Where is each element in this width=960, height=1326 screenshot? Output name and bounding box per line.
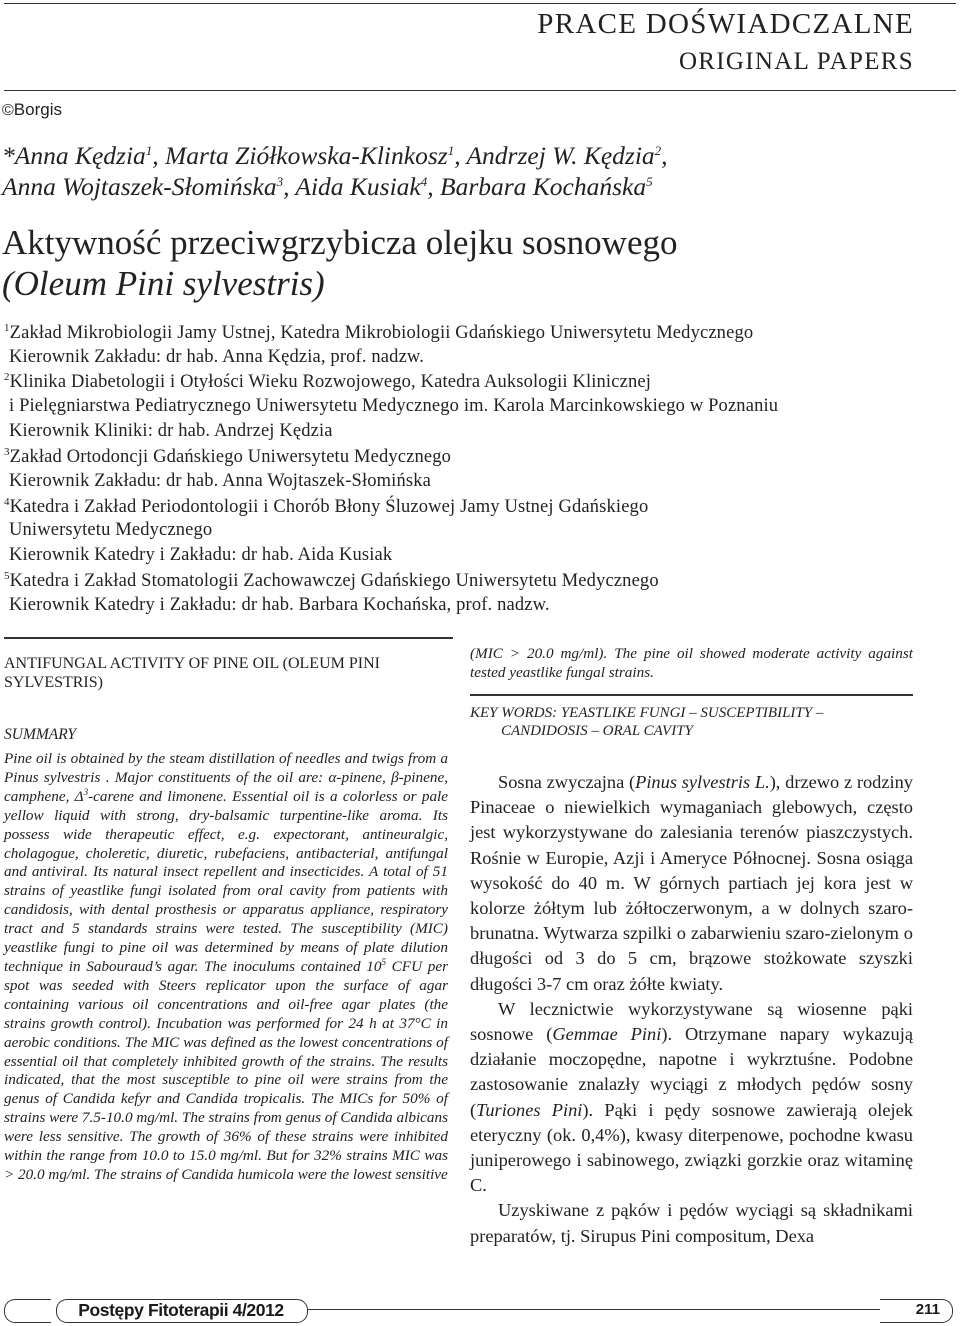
body-run: ), drzewo z rodziny Pinaceae o niewielkich wymaganiach glebowych, często jest wykorzystywane do zalesiania terenów piaszczystych. Rośnie w Europie, Azji i Ameryce Północnej. Sosna osiąga wysokość do 40 m. W górnych partiach jej kora jest w kolorze żółtym lub żółtoczerwonym, a w dolnych szaro-brunatna. Wytwarza szpilki o zabarwieniu szaro-zielonym o długości od 3 do 5 cm, brązowe stożkowate szyszki długości 3-7 cm oraz żółte kwiaty. <box>470 772 914 994</box>
keywords-line-1: KEY WORDS: YEASTLIKE FUNGI – SUSCEPTIBILITY – <box>470 705 824 721</box>
affiliation-number: 4 <box>4 496 10 508</box>
footer-bracket <box>4 1299 51 1323</box>
affiliation-line <box>4 446 451 468</box>
summary-continuation: (MIC > 20.0 mg/ml). The pine oil showed moderate activity against tested yeastlike fungal strains. <box>470 645 913 681</box>
authors-line-2 <box>2 172 653 202</box>
english-title: ANTIFUNGAL ACTIVITY OF PINE OIL (OLEUM PINI SYLVESTRIS) <box>4 655 380 691</box>
publisher-credit <box>2 100 62 120</box>
body-run: Sosna zwyczajna ( <box>498 772 636 792</box>
affiliation-marker: 1 <box>145 143 153 158</box>
affiliation-marker: 1 <box>447 143 455 158</box>
affiliation-marker: 3 <box>276 174 284 189</box>
publisher-name: Borgis <box>13 100 62 119</box>
affiliation-marker: 5 <box>646 174 653 189</box>
summary-text <box>4 750 448 1185</box>
body-run: W lecznictwie wykorzystywane są wiosenne pąki sosnowe ( <box>470 998 913 1045</box>
affiliation-text: Kierownik Kliniki: dr hab. Andrzej Kędzia <box>9 421 333 441</box>
summary-segment: -carene and limonene. Essential oil is a colorless or pale yellow liquid with strong, dry-balsamic turpentine-like aroma. Its possess wide therapeutic effect, e.g. expectorant, antineuralgic, cholagogue, choleretic, diuretic, rubefaciens, antibacterial, antifungal and antiviral. Its natural insect repellent and insecticides. A total of 51 strains of yeastlike fungi isolated from oral cavity from patients with candidosis, with dental prosthesis or apparatus appliance, respiratory tract and 5 standards strains were tested. The susceptibility (MIC) yeastlike fungi to pine oil was determined by means of plate dilution technique in Sabouraud’s agar. The inoculums contained 10 <box>4 787 449 975</box>
latin-name: Pinus sylvestris L. <box>635 772 770 792</box>
affiliation-number: 1 <box>4 322 10 334</box>
affiliation-line <box>9 520 212 541</box>
keywords-rule <box>470 694 913 696</box>
summary-superscript: 5 <box>381 956 386 967</box>
affiliation-number: 5 <box>4 570 10 582</box>
author-name: , Aida Kusiak <box>283 172 421 201</box>
affiliation-line <box>9 545 392 566</box>
author-name: Anna Wojtaszek-Słomińska <box>2 172 277 201</box>
affiliation-text: Zakład Ortodoncji Gdańskiego Uniwersytetu Medycznego <box>9 447 452 467</box>
summary-heading: SUMMARY <box>4 726 77 743</box>
header-top-rule <box>4 3 956 4</box>
affiliation-text: Kierownik Katedry i Zakładu: dr hab. Barbara Kochańska, prof. nadzw. <box>9 595 550 615</box>
affiliation-text: Kierownik Zakładu: dr hab. Anna Wojtaszek-Słomińska <box>9 471 431 491</box>
affiliation-line <box>4 496 648 518</box>
affiliation-line <box>4 371 651 393</box>
journal-name: Postępy Fitoterapii 4/2012 <box>78 1300 284 1320</box>
affiliation-number: 3 <box>4 446 10 458</box>
keywords-line-2: CANDIDOSIS – ORAL CAVITY <box>501 723 693 739</box>
affiliation-line <box>9 347 424 368</box>
affiliation-text: Uniwersytetu Medycznego <box>9 520 213 540</box>
copyright-icon: © <box>2 102 14 119</box>
summary-superscript: 3 <box>83 786 89 797</box>
section-header-en: ORIGINAL PAPERS <box>678 48 914 75</box>
section-header-pl: PRACE DOŚWIADCZALNE <box>537 8 914 40</box>
affiliation-line <box>4 570 659 592</box>
affiliation-text: Katedra i Zakład Periodontologii i Chorób Błony Śluzowej Jamy Ustnej Gdańskiego <box>9 497 649 517</box>
body-run: ). Pąki i pędy sosnowe zawierają olejek eteryczny (ok. 0,4%), kwasy diterpenowe, pochodne kwasu juniperowego i sabinowego, związki gorzkie oraz witaminę C. <box>470 1099 913 1196</box>
affiliation-marker: 4 <box>420 174 428 189</box>
affiliation-text: Kierownik Zakładu: dr hab. Anna Kędzia, prof. nadzw. <box>9 347 425 367</box>
author-name: *Anna Kędzia <box>2 141 146 170</box>
affiliation-line <box>9 595 550 616</box>
footer-rule <box>240 1309 950 1310</box>
affiliation-text: Klinika Diabetologii i Otyłości Wieku Rozwojowego, Katedra Auksologii Klinicznej <box>9 372 651 392</box>
abstract-top-rule <box>4 637 453 639</box>
authors-line-1 <box>2 141 668 171</box>
affiliation-text: i Pielęgniarstwa Pediatrycznego Uniwersytetu Medycznego im. Karola Marcinkowskiego w Poznaniu <box>9 396 779 416</box>
body-run: ). Otrzymane napary wykazują działanie moczopędne, napotne i wykrztuśne. Podobne zastosowanie znalazły wyciągi z młodych pędów sosny ( <box>470 1024 913 1120</box>
summary-segment: CFU per spot was seeded with Steers replicator upon the surface of agar containing various oil concentrations and oil-free agar plates (the strains growth control). Incubation was performed for 24 h at 37°C in aerobic conditions. The MIC was defined as the lowest concentrations of essential oil that completely inhibited growth of the strains. The results indicated, that the most susceptible to pine oil were strains from the genus of Candida kefyr and Candida tropicalis. The MICs for 50% of strains were 7.5-10.0 mg/ml. The strains from genus of Candida albicans were less sensitive. The growth of 36% of these strains were inhibited within the range from 10.0 to 15.0 mg/ml. But for 32% strains MIC was > 20.0 mg/ml. The strains of Candida humicola were the lowest sensitive <box>4 957 448 1183</box>
author-name: , Barbara Kochańska <box>427 172 647 201</box>
body-paragraph <box>470 997 913 1199</box>
affiliation-line <box>9 421 333 442</box>
affiliation-text: Katedra i Zakład Stomatologii Zachowawczej Gdańskiego Uniwersytetu Medycznego <box>9 571 659 591</box>
summary-segment: Pine oil is obtained by the steam distillation of needles and twigs from a Pinus sylvestris . Major constituents of the oil are: α-pinene, β-pinene, camphene, Δ <box>4 750 448 805</box>
author-name: , Marta Ziółkowska-Klinkosz <box>152 141 448 170</box>
affiliation-number: 2 <box>4 371 10 383</box>
affiliation-line <box>4 322 753 344</box>
article-title: Aktywność przeciwgrzybicza olejku sosnowego <box>2 223 678 262</box>
latin-name: Gemmae Pini <box>552 1024 662 1045</box>
article-body <box>470 770 913 1249</box>
body-run: Uzyskiwane z pąków i pędów wyciągi są składnikami preparatów, tj. Sirupus Pini compositum, Dexa <box>470 1200 913 1246</box>
affiliation-line <box>9 471 431 492</box>
latin-name: Turiones Pini <box>476 1099 583 1120</box>
affiliation-line <box>9 396 778 417</box>
author-name: , Andrzej W. Kędzia <box>454 141 655 170</box>
body-paragraph <box>470 770 913 997</box>
affiliation-marker: 2 <box>654 143 662 158</box>
author-name: , <box>661 141 668 170</box>
affiliation-text: Kierownik Katedry i Zakładu: dr hab. Aida Kusiak <box>9 545 393 565</box>
page-number: 211 <box>915 1301 940 1318</box>
keywords <box>470 704 913 740</box>
body-paragraph <box>470 1198 913 1248</box>
header-bottom-rule <box>4 90 956 91</box>
affiliation-text: Zakład Mikrobiologii Jamy Ustnej, Katedra Mikrobiologii Gdańskiego Uniwersytetu Medycznego <box>9 323 754 343</box>
article-title-latin: (Oleum Pini sylvestris) <box>2 264 325 303</box>
